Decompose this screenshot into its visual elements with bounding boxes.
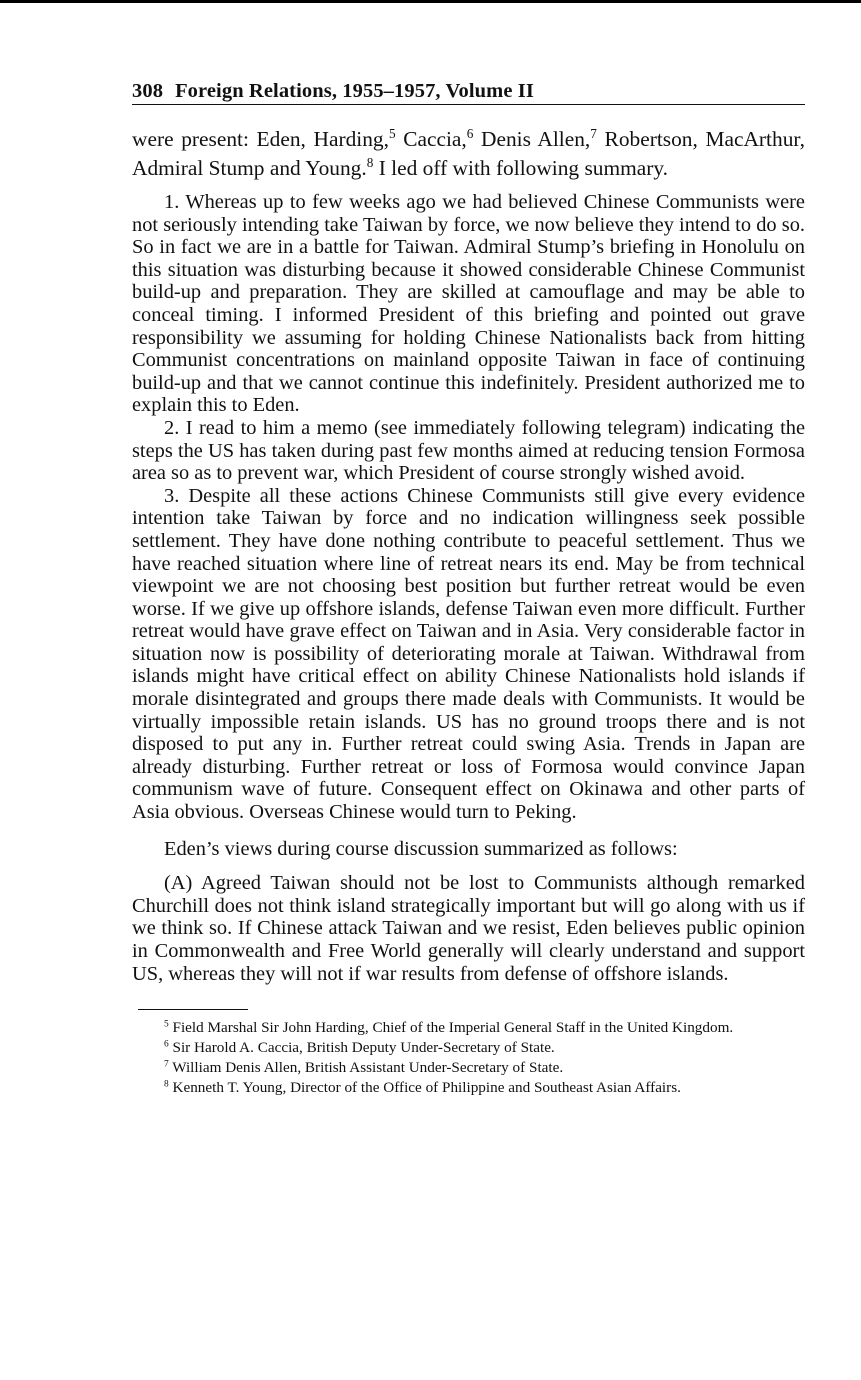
intro-paragraph [132, 125, 805, 182]
edens-views-intro: Eden’s views during course discussion summarized as follows: [164, 837, 678, 860]
footnote-ref-5[interactable]: 5 [388, 126, 396, 142]
footnote-text: William Denis Allen, British Assistant Under-Secretary of State. [172, 1058, 564, 1076]
footnote-ref-6[interactable]: 6 [466, 126, 474, 142]
footnote-6 [132, 1038, 805, 1058]
page-number: 308 [132, 80, 164, 102]
paragraph-3: 3. Despite all these actions Chinese Communists still give every evidence intention take Taiwan by force and no indication willingness seek possible settlement. They have done nothing contribute to peaceful settlement. Thus we have reached situation where line of retreat nears its end. May be from technical viewpoint we are not choosing best position but further retreat would be even worse. If we give up offshore islands, defense Taiwan even more difficult. Further retreat would have grave effect on Taiwan and in Asia. Very considerable factor in situation now is possibility of deteriorating morale at Taiwan. Withdrawal from islands might have critical effect on ability Chinese Nationalists hold islands if morale disintegrated and groups there made deals with Communists. It would be virtually impossible retain islands. US has no ground troops there and is not disposed to put any in. Further retreat could swing Asia. Trends in Japan are already disturbing. Further retreat or loss of Formosa would convince Japan communism wave of future. Consequent effect on Okinawa and other parts of Asia obvious. Overseas Chinese would turn to Peking. [132, 484, 805, 824]
footnote-text: Field Marshal Sir John Harding, Chief of the Imperial General Staff in the United Kingdom. [172, 1019, 734, 1037]
footnote-ref-8[interactable]: 8 [366, 154, 374, 170]
footnote-marker: 6 [164, 1039, 169, 1050]
intro-text: Denis Allen, [473, 127, 591, 151]
footnote-text: Sir Harold A. Caccia, British Deputy Under-Secretary of State. [172, 1038, 555, 1056]
footnote-7 [132, 1058, 805, 1078]
paragraph-2: 2. I read to him a memo (see immediately following telegram) indicating the steps the US has taken during past few months aimed at reducing tension Formosa area so as to prevent war, which President of course strongly wished avoid. [132, 416, 805, 485]
intro-text: Robertson, MacArthur, Admiral Stump and Young. [132, 127, 805, 180]
footnote-marker: 8 [164, 1078, 169, 1089]
telegram-body [132, 191, 805, 985]
footnote-text: Kenneth T. Young, Director of the Office of Philippine and Southeast Asian Affairs. [172, 1078, 681, 1096]
paragraph-a: (A) Agreed Taiwan should not be lost to Communists although remarked Churchill does not think island strategically important but will go along with us if we think so. If Chinese attack Taiwan and we resist, Eden believes public opinion in Commonwealth and Free World generally will clearly understand and support US, whereas they will not if war results from defense of offshore islands. [132, 872, 805, 985]
intro-text: Caccia, [395, 127, 467, 151]
footnote-ref-7[interactable]: 7 [590, 126, 597, 142]
running-header [132, 80, 805, 105]
scan-top-edge [0, 0, 861, 3]
footnote-marker: 7 [164, 1059, 169, 1070]
footnote-divider [138, 1009, 248, 1010]
footnote-5 [132, 1018, 805, 1038]
document-page [132, 80, 805, 1097]
intro-text: I led off with following summary. [373, 155, 669, 180]
footnote-8 [132, 1078, 805, 1098]
paragraph-1: 1. Whereas up to few weeks ago we had believed Chinese Communists were not seriously intending take Taiwan by force, we now believe they intend to do so. So in fact we are in a battle for Taiwan. Admiral Stump’s briefing in Honolulu on this situation was disturbing because it showed considerable Chinese Communist build-up and preparation. They are skilled at camouflage and may be able to conceal timing. I informed President of this briefing and pointed out grave responsibility we assuming for holding Chinese Nationalists back from hitting Communist concentrations on mainland opposite Taiwan in face of continuing build-up and that we cannot continue this indefinitely. President authorized me to explain this to Eden. [132, 191, 805, 417]
footnote-marker: 5 [164, 1019, 169, 1030]
running-title: Foreign Relations, 1955–1957, Volume II [175, 80, 534, 102]
footnotes [132, 1018, 805, 1097]
intro-text: were present: Eden, Harding, [132, 127, 389, 151]
